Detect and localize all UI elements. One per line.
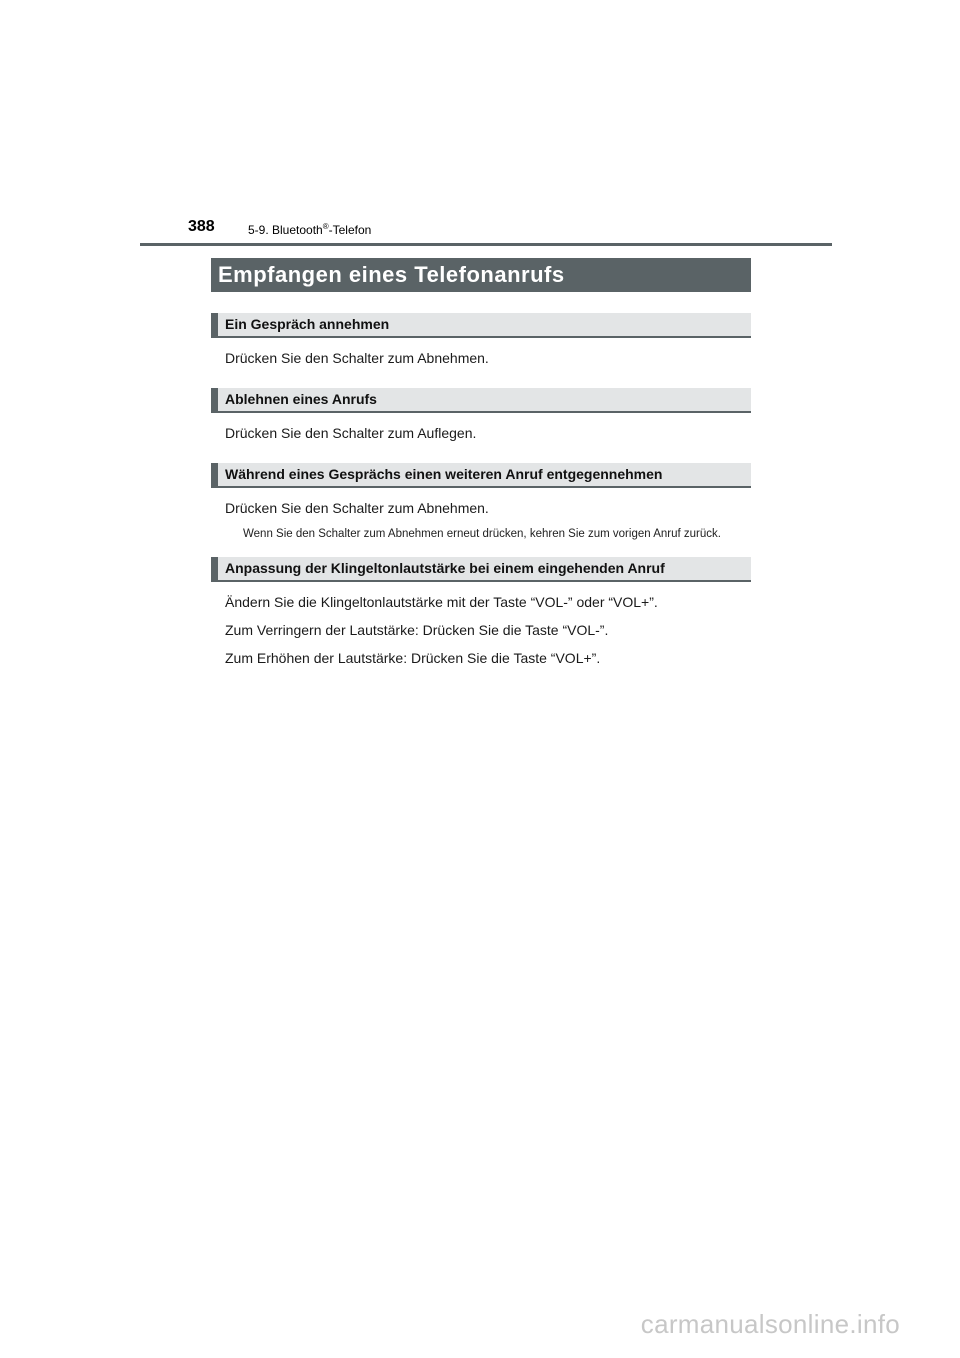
main-title: Empfangen eines Telefonanrufs [211,258,751,292]
watermark: carmanualsonline.info [640,1309,900,1339]
paragraph-reject-call: Drücken Sie den Schalter zum Auflegen. [225,425,477,441]
page-content [211,258,751,668]
subheading-reject-call: Ablehnen eines Anrufs [211,388,751,413]
section-path [248,222,371,237]
paragraph-volume-down: Zum Verringern der Lautstärke: Drücken Sie die Taste “VOL-”. [225,622,609,638]
paragraph-second-call: Drücken Sie den Schalter zum Abnehmen. [225,500,489,516]
subheading-second-call: Während eines Gesprächs einen weiteren Anruf entgegennehmen [211,463,751,488]
paragraph-answer-call: Drücken Sie den Schalter zum Abnehmen. [225,350,489,366]
note-second-call: Wenn Sie den Schalter zum Abnehmen erneut drücken, kehren Sie zum vorigen Anruf zurück. [243,528,721,540]
watermark-area [0,1298,960,1358]
header-rule [140,243,832,246]
subheading-ringtone-volume: Anpassung der Klingeltonlautstärke bei einem eingehenden Anruf [211,557,751,582]
paragraph-volume-up: Zum Erhöhen der Lautstärke: Drücken Sie die Taste “VOL+”. [225,650,601,666]
page-number: 388 [188,218,215,235]
registered-mark: ® [322,222,329,231]
paragraph-volume-change: Ändern Sie die Klingeltonlautstärke mit der Taste “VOL-” oder “VOL+”. [225,594,658,610]
page-header [0,0,960,250]
section-path-prefix: 5-9. Bluetooth [248,223,323,237]
section-path-suffix: -Telefon [328,223,372,237]
subheading-answer-call: Ein Gespräch annehmen [211,313,751,338]
